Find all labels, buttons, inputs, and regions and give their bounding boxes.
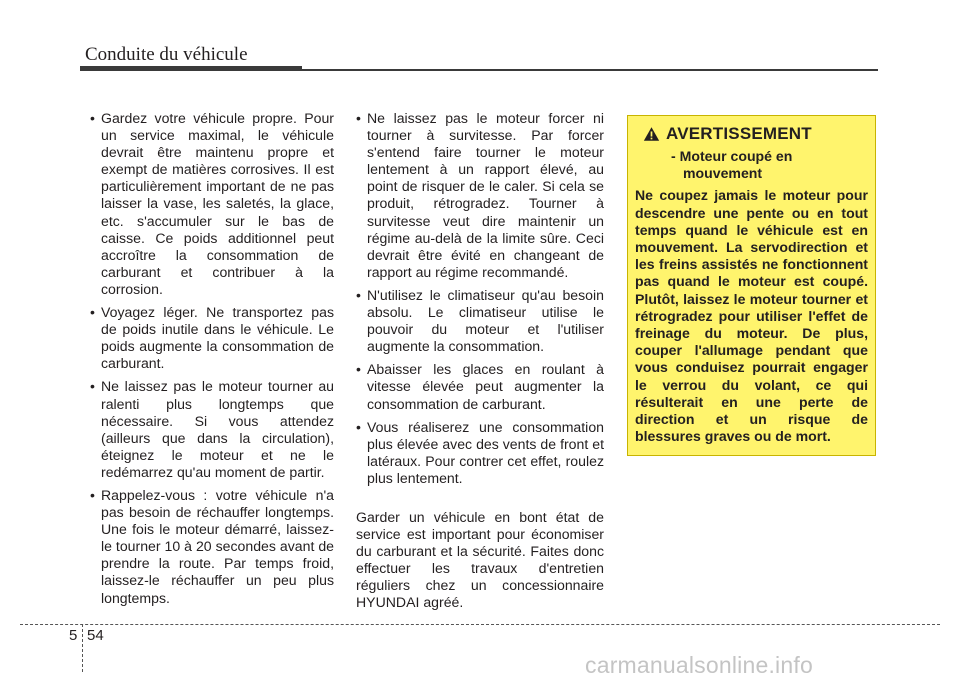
warning-triangle-icon — [643, 126, 660, 142]
page-number: 54 — [87, 627, 104, 644]
warning-body: Ne coupez jamais le moteur pour descendre une pente ou en tout temps quand le véhicule est en mouvement. La servodirection et les freins assistés ne fonctionnent pas quand le moteur est coupé. Plutôt, laissez le moteur tourner et rétrogradez pour utiliser l'effet de freinage du moteur. De plus, couper l'allumage pendant que vous conduisez pourrait engager le verrou du volant, ce qui résulterait en une perte de direction et un risque de blessures graves ou de mort. — [635, 187, 868, 445]
tips-list-2 — [356, 110, 604, 487]
header-rule-thick — [80, 66, 302, 71]
list-item: • Ne laissez pas le moteur forcer ni tourner à survitesse. Par forcer s'entend faire tourner le moteur lentement à un rapport élevé, au point de risquer de le caler. Si cela se produit, rétrogradez. Tourner à survitesse veut dire maintenir un régime au-delà de la limite sûre. Ceci devrait être évité en changeant de rapport au régime recommandé. — [356, 110, 604, 281]
list-item: • Rappelez-vous : votre véhicule n'a pas besoin de réchauffer longtemps. Une fois le moteur démarré, laissez-le tourner 10 à 20 secondes avant de prendre la route. Par temps froid, laissez-le réchauffer un peu plus longtemps. — [90, 487, 334, 607]
maintenance-paragraph: Garder un véhicule en bont état de service est important pour économiser du carburant et la sécurité. Faites donc effectuer les travaux d'entretien réguliers chez un concessionnaire HYUNDAI agréé. — [356, 508, 604, 611]
footer-rule — [20, 624, 940, 625]
warning-header — [643, 122, 868, 146]
warning-box — [627, 115, 876, 456]
list-item: • N'utilisez le climatiseur qu'au besoin absolu. Le climatiseur utilise le pouvoir du moteur et l'utiliser augmente la consommation. — [356, 287, 604, 355]
chapter-number: 5 — [69, 627, 78, 644]
list-item: • Abaisser les glaces en roulant à vitesse élevée peut augmenter la consommation de carburant. — [356, 361, 604, 412]
list-item: • Ne laissez pas le moteur tourner au ralenti plus longtemps que nécessaire. Si vous attendez (ailleurs que dans la circulation), éteignez le moteur et ne le redémarrez qu'au moment de partir. — [90, 378, 334, 481]
footer-divider — [82, 624, 83, 672]
left-column — [90, 110, 334, 613]
warning-title: AVERTISSEMENT — [666, 124, 812, 144]
watermark: carmanualsonline.info — [585, 652, 813, 678]
list-item: • Gardez votre véhicule propre. Pour un service maximal, le véhicule devrait être maintenu propre et exempt de matières corrosives. Il est particulièrement important de ne pas laisser la vase, les saletés, la glace, etc. s'accumuler sur le bas de caisse. Ce poids additionnel peut accroître la consommation de carburant et contribuer à la corrosion. — [90, 110, 334, 298]
header-rule-thin — [302, 69, 878, 71]
list-item: • Voyagez léger. Ne transportez pas de poids inutile dans le véhicule. Le poids augmente la consommation de carburant. — [90, 304, 334, 372]
tips-list-1 — [90, 110, 334, 607]
page-title: Conduite du véhicule — [85, 44, 248, 65]
warning-subtitle: - Moteur coupé en mouvement — [671, 148, 793, 182]
middle-column — [356, 110, 604, 612]
list-item: • Vous réaliserez une consommation plus élevée avec des vents de front et latéraux. Pour contrer cet effet, roulez plus lentement. — [356, 419, 604, 487]
